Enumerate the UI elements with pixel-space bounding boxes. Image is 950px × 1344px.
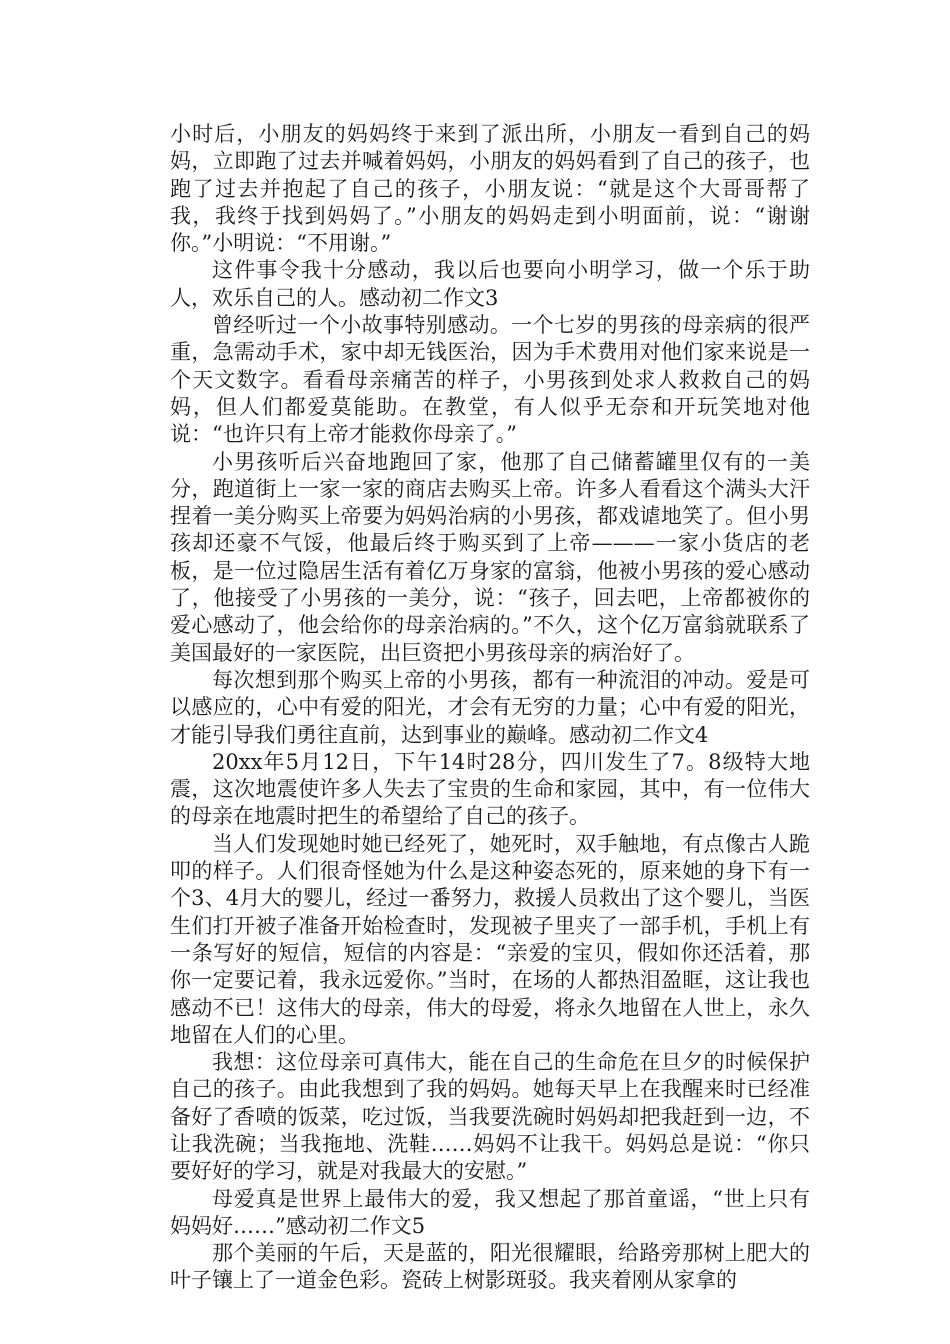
paragraph: 20xx年5月12日，下午14时28分，四川发生了7。8级特大地震，这次地震使许多人失去了宝贵的生命和家园，其中，有一位伟大的母亲在地震时把生的希望给了自己的孩子。	[170, 749, 810, 829]
paragraph: 那个美丽的午后，天是蓝的，阳光很耀眼，给路旁那树上肥大的叶子镶上了一道金色彩。瓷砖上树影斑驳。我夹着刚从家拿的	[170, 1241, 810, 1293]
paragraph: 每次想到那个购买上帝的小男孩，都有一种流泪的冲动。爱是可以感应的，心中有爱的阳光，才会有无穷的力量；心中有爱的阳光，才能引导我们勇往直前，达到事业的巅峰。感动初二作文4	[170, 667, 810, 747]
paragraph: 当人们发现她时她已经死了，她死时，双手触地，有点像古人跪叩的样子。人们很奇怪她为什么是这种姿态死的，原来她的身下有一个3、4月大的婴儿，经过一番努力，救援人员救出了这个婴儿，当医生们打开被子准备开始检查时，发现被子里夹了一部手机，手机上有一条写好的短信，短信的内容是：“亲爱的宝贝，假如你还活着，那你一定要记着，我永远爱你。”当时，在场的人都热泪盈眶，这让我也感动不已！这伟大的母亲，伟大的母爱，将永久地留在人世上，永久地留在人们的心里。	[170, 831, 810, 1047]
paragraph: 我想：这位母亲可真伟大，能在自己的生命危在旦夕的时候保护自己的孩子。由此我想到了我的妈妈。她每天早上在我醒来时已经准备好了香喷的饭菜，吃过饭，当我要洗碗时妈妈却把我赶到一边，不让我洗碗；当我拖地、洗鞋……妈妈不让我干。妈妈总是说：“你只要好好的学习，就是对我最大的安慰。”	[170, 1050, 810, 1184]
paragraph: 小男孩听后兴奋地跑回了家，他那了自己储蓄罐里仅有的一美分，跑道街上一家一家的商店去购买上帝。许多人看看这个满头大汗捏着一美分购买上帝要为妈妈治病的小男孩，都戏谑地笑了。但小男孩却还豪不气馁，他最后终于购买到了上帝———一家小货店的老板，是一位过隐居生活有着亿万身家的富翁，他被小男孩的爱心感动了，他接受了小男孩的一美分，说：“孩子，回去吧，上帝都被你的爱心感动了，他会给你的母亲治病的。”不久，这个亿万富翁就联系了美国最好的一家医院，出巨资把小男孩母亲的病治好了。	[170, 449, 810, 665]
paragraph: 这件事令我十分感动，我以后也要向小明学习，做一个乐于助人，欢乐自己的人。感动初二作文3	[170, 258, 810, 310]
paragraph: 母爱真是世界上最伟大的爱，我又想起了那首童谣，“世上只有妈妈好……”感动初二作文5	[170, 1186, 810, 1238]
document-page	[170, 121, 810, 1295]
paragraph: 曾经听过一个小故事特别感动。一个七岁的男孩的母亲病的很严重，急需动手术，家中却无钱医治，因为手术费用对他们家来说是一个天文数字。看看母亲痛苦的样子，小男孩到处求人救救自己的妈妈，但人们都爱莫能助。在教堂，有人似乎无奈和开玩笑地对他说：“也许只有上帝才能救你母亲了。”	[170, 313, 810, 447]
paragraph: 小时后，小朋友的妈妈终于来到了派出所，小朋友一看到自己的妈妈，立即跑了过去并喊着妈妈，小朋友的妈妈看到了自己的孩子，也跑了过去并抱起了自己的孩子，小朋友说：“就是这个大哥哥帮了我，我终于找到妈妈了。”小朋友的妈妈走到小明面前，说：“谢谢你。”小明说：“不用谢。”	[170, 122, 810, 256]
